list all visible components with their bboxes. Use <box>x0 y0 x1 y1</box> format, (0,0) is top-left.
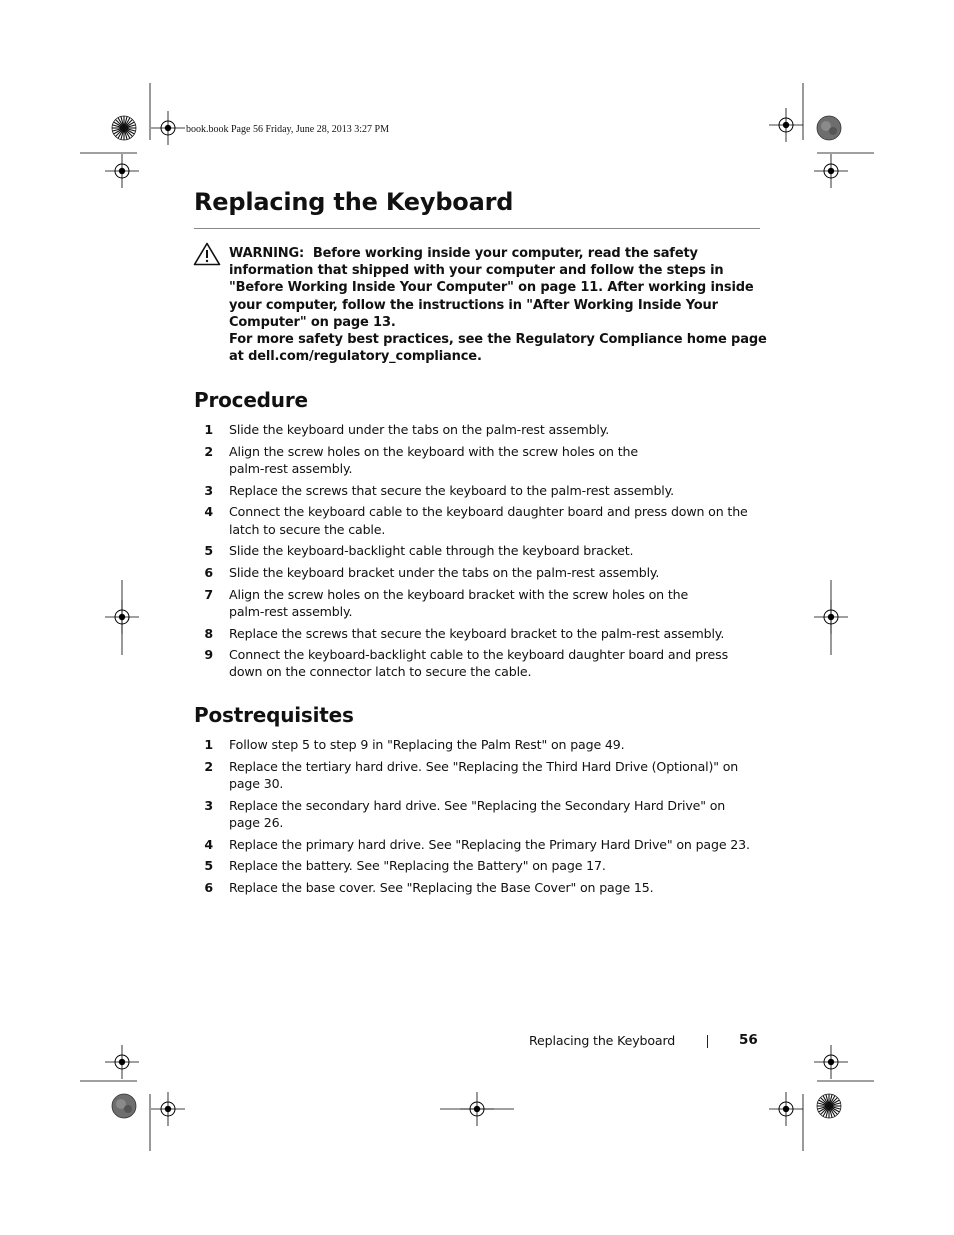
list-item <box>200 857 760 874</box>
footer-divider <box>707 1035 708 1048</box>
list-item <box>200 646 760 680</box>
color-wheel-icon <box>817 116 841 140</box>
step-number: 1 <box>204 422 213 437</box>
color-wheel-icon <box>112 116 136 140</box>
registration-mark-icon <box>151 111 185 145</box>
list-item <box>200 564 760 581</box>
step-number: 2 <box>204 758 213 774</box>
registration-mark-icon <box>105 600 139 634</box>
title-rule <box>194 228 760 229</box>
warning-triangle-icon <box>193 242 221 266</box>
warning-paragraph <box>229 245 769 331</box>
step-text: Replace the screws that secure the keyboard bracket to the palm-rest assembly. <box>229 625 725 641</box>
postrequisites-heading: Postrequisites <box>194 703 354 727</box>
list-item <box>200 625 760 642</box>
warning-label: WARNING: <box>229 246 305 261</box>
list-item <box>200 836 760 853</box>
step-text: Slide the keyboard bracket under the tabs on the palm-rest assembly. <box>229 564 660 580</box>
step-text: Connect the keyboard-backlight cable to the keyboard daughter board and press down on the connector latch to secure the cable. <box>229 647 728 680</box>
list-item <box>200 736 760 753</box>
registration-mark-icon <box>814 1045 848 1079</box>
registration-mark-icon <box>105 154 139 188</box>
registration-mark-icon <box>151 1092 185 1126</box>
registration-mark-icon <box>769 1092 803 1126</box>
list-item <box>200 421 760 438</box>
list-item <box>200 443 760 477</box>
list-item <box>200 879 760 896</box>
list-item <box>200 758 760 792</box>
step-text: Follow step 5 to step 9 in "Replacing the Palm Rest" on page 49. <box>229 737 625 752</box>
step-text: Replace the base cover. See "Replacing the Base Cover" on page 15. <box>229 879 654 895</box>
registration-mark-icon <box>814 600 848 634</box>
list-item <box>200 503 760 537</box>
step-number: 8 <box>204 625 213 641</box>
step-text: Align the screw holes on the keyboard bracket with the screw holes on the palm-rest assembly. <box>229 586 689 619</box>
step-number: 9 <box>204 647 213 663</box>
step-number: 5 <box>204 543 213 559</box>
step-number: 3 <box>204 482 213 498</box>
page-number: 56 <box>739 1032 758 1048</box>
file-slug: book.book Page 56 Friday, June 28, 2013 3:27 PM <box>186 124 389 135</box>
footer-section-title: Replacing the Keyboard <box>529 1033 676 1048</box>
step-number: 3 <box>204 797 213 813</box>
registration-mark-icon <box>814 154 848 188</box>
step-number: 4 <box>204 836 213 852</box>
page-title: Replacing the Keyboard <box>194 188 514 216</box>
step-text: Replace the secondary hard drive. See "Replacing the Secondary Hard Drive" on page 26. <box>229 797 726 830</box>
warning-note <box>229 245 769 365</box>
warning-safety-text: For more safety best practices, see the Regulatory Compliance home page at dell.com/regulatory_compliance. <box>229 332 767 365</box>
step-number: 6 <box>204 564 213 580</box>
step-text: Replace the screws that secure the keyboard to the palm-rest assembly. <box>229 482 675 498</box>
step-number: 7 <box>204 586 213 602</box>
list-item <box>200 482 760 499</box>
color-wheel-icon <box>112 1094 136 1118</box>
step-text: Slide the keyboard under the tabs on the palm-rest assembly. <box>229 422 610 437</box>
step-text: Slide the keyboard-backlight cable through the keyboard bracket. <box>229 543 634 559</box>
color-wheel-icon <box>817 1094 841 1118</box>
step-text: Replace the primary hard drive. See "Replacing the Primary Hard Drive" on page 23. <box>229 836 750 852</box>
step-text: Align the screw holes on the keyboard with the screw holes on the palm-rest assembly. <box>229 443 638 476</box>
step-text: Replace the battery. See "Replacing the Battery" on page 17. <box>229 858 606 874</box>
registration-mark-icon <box>105 1045 139 1079</box>
procedure-steps <box>200 421 760 685</box>
step-number: 4 <box>204 504 213 520</box>
step-number: 6 <box>204 879 213 895</box>
step-number: 2 <box>204 443 213 459</box>
list-item <box>200 542 760 559</box>
list-item <box>200 586 760 620</box>
warning-text: Before working inside your computer, read the safety information that shipped with your computer and follow the steps in "Before Working Inside Your Computer" on page 11. After working inside your computer, follow the instructions in "After Working Inside Your Computer" on page 13. <box>229 246 754 330</box>
procedure-heading: Procedure <box>194 388 308 412</box>
registration-mark-icon <box>460 1092 494 1126</box>
list-item <box>200 797 760 831</box>
postrequisites-steps <box>200 736 760 901</box>
step-text: Connect the keyboard cable to the keyboard daughter board and press down on the latch to secure the cable. <box>229 504 748 537</box>
step-number: 5 <box>204 858 213 874</box>
registration-mark-icon <box>769 108 803 142</box>
step-number: 1 <box>204 737 213 752</box>
step-text: Replace the tertiary hard drive. See "Replacing the Third Hard Drive (Optional)" on page 30. <box>229 758 739 791</box>
